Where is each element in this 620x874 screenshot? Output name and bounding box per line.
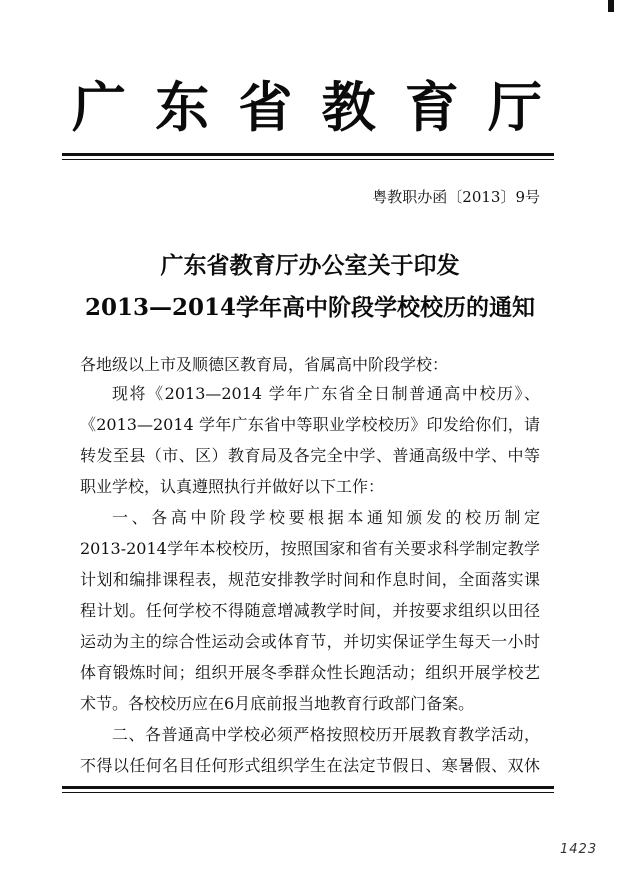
masthead-divider: [62, 153, 554, 160]
paragraph-3: [80, 719, 540, 781]
paragraph-line: 计划和编排课程表，规范安排教学时间和作息时间，全面落实课: [80, 570, 540, 589]
handwritten-page-number: 1423: [560, 842, 598, 857]
document-title-line-2: 2013—2014学年高中阶段学校校历的通知: [84, 294, 536, 321]
paragraph-line: 《2013—2014 学年广东省中等职业学校校历》印发给你们，请: [80, 415, 540, 434]
paragraph-line: 转发至县（市、区）教育局及各完全中学、普通高级中学、中等: [80, 446, 540, 465]
addressee: 各地级以上市及顺德区教育局，省属高中阶段学校：: [80, 355, 449, 374]
document-title-line-1: 广东省教育厅办公室关于印发: [160, 252, 460, 279]
masthead-char: 厅: [487, 74, 542, 139]
masthead-char: 广: [72, 74, 126, 139]
paragraph-line: 程计划。任何学校不得随意增减教学时间，并按要求组织以田径: [80, 601, 540, 620]
paragraph-line: 术节。各校校历应在6月底前报当地教育行政部门备案。: [80, 694, 475, 713]
paragraph-line: 运动为主的综合性运动会或体育节，并切实保证学生每天一小时: [80, 632, 540, 651]
paragraph-line: 2013-2014学年本校校历，按照国家和省有关要求科学制定教学: [80, 539, 540, 558]
footer-divider: [62, 786, 554, 793]
masthead-char: 育: [404, 74, 459, 139]
paragraph-line: 体育锻炼时间；组织开展冬季群众性长跑活动；组织开展学校艺: [80, 663, 540, 682]
paragraph-line: 二、各普通高中学校必须严格按照校历开展教育教学活动，: [112, 725, 540, 744]
masthead-char: 东: [155, 74, 210, 139]
paragraph-line: 不得以任何名目任何形式组织学生在法定节假日、寒暑假、双休: [80, 756, 540, 775]
paragraph-line: 一、各高中阶段学校要根据本通知颁发的校历制定: [112, 508, 540, 527]
paragraph-1: [80, 378, 540, 502]
masthead: [72, 68, 542, 138]
document-number: 粤教职办函〔2013〕9号: [372, 188, 540, 206]
scan-corner-mark: [608, 0, 614, 12]
masthead-char: 教: [321, 74, 376, 139]
paragraph-line: 职业学校，认真遵照执行并做好以下工作：: [80, 477, 385, 496]
paragraph-line: 现将《2013—2014 学年广东省全日制普通高中校历》、: [112, 384, 540, 403]
paragraph-2: [80, 502, 540, 719]
masthead-char: 省: [238, 74, 293, 139]
